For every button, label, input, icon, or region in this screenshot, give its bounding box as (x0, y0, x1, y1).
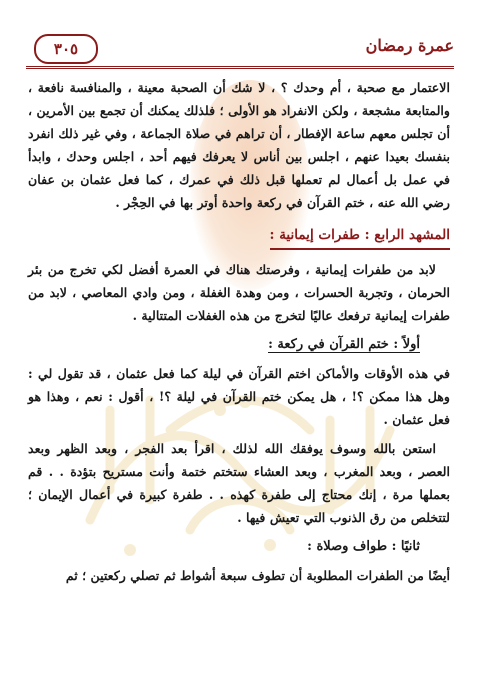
paragraph: أيضًا من الطفرات المطلوبة أن تطوف سبعة أشواط ثم تصلي ركعتين ؛ ثم (65, 568, 450, 583)
subheading-text: ثانيًا : طواف وصلاة : (307, 539, 420, 554)
subheading (28, 535, 420, 558)
paragraph: الاعتمار مع صحبة ، أم وحدك ؟ ، لا شك أن الصحبة معينة ، والمنافسة نافعة ، والمتابعة مشجعة ، ولكن الانفراد هو الأولى ؛ فلذلك يمكنك أن تجمع بين الأمرين ، أن تجلس معهم ساعة الإفطار ، أن تراهم في صلاة الجماعة ، وفي غير ذلك انفرد بنفسك بعيدا عنهم ، اجلس بين أناس لا يعرفك فيهم أحد ، اجلس وحدك ، وابدأ في عمل بل أعمال لم تعملها قبل ذلك في عمرك ، كما فعل عثمان بن عفان رضي الله عنه ، ختم القرآن في ركعة واحدة أوتر بها في الحِجْر . (28, 80, 450, 210)
section-heading: المشهد الرابع : طفرات إيمانية : (270, 224, 450, 250)
page-body (28, 76, 450, 593)
running-title: عمرة رمضان (365, 36, 454, 55)
subheading-text: أولاً : ختم القرآن في ركعة : (268, 337, 420, 352)
page-header (26, 34, 454, 66)
header-divider (26, 66, 454, 69)
paragraph: في هذه الأوقات والأماكن اختم القرآن في ليلة كما فعل عثمان ، قد تقول لي : وهل هذا ممكن ؟! ، هل يمكن ختم القرآن في ليلة ؟! ، أقول : نعم ، وهذا هو فعل عثمان . (28, 366, 450, 427)
paragraph: استعن بالله وسوف يوفقك الله لذلك ، اقرأ بعد الفجر ، وبعد الظهر وبعد العصر ، وبعد المغرب ، وبعد العشاء ستختم ختمة وأنت مستريح بتؤدة . . قم بعملها مرة ، إنك محتاج إلى طفرة كهذه . . طفرة كبيرة في أعمال الإيمان ؛ لتتخلص من رق الذنوب التي تعيش فيها . (28, 441, 450, 525)
page-number-badge: ٣٠٥ (34, 34, 98, 64)
paragraph: لابد من طفرات إيمانية ، وفرصتك هناك في العمرة أفضل لكي تخرج من بئر الحرمان ، وتجربة الحسرات ، ومن وهدة الغفلة ، ومن وادي المعاصي ، لابد من طفرات إيمانية ترفعك عاليًا لتخرج من هذه الغفلات المتتالية . (28, 262, 450, 323)
subheading (28, 333, 420, 356)
